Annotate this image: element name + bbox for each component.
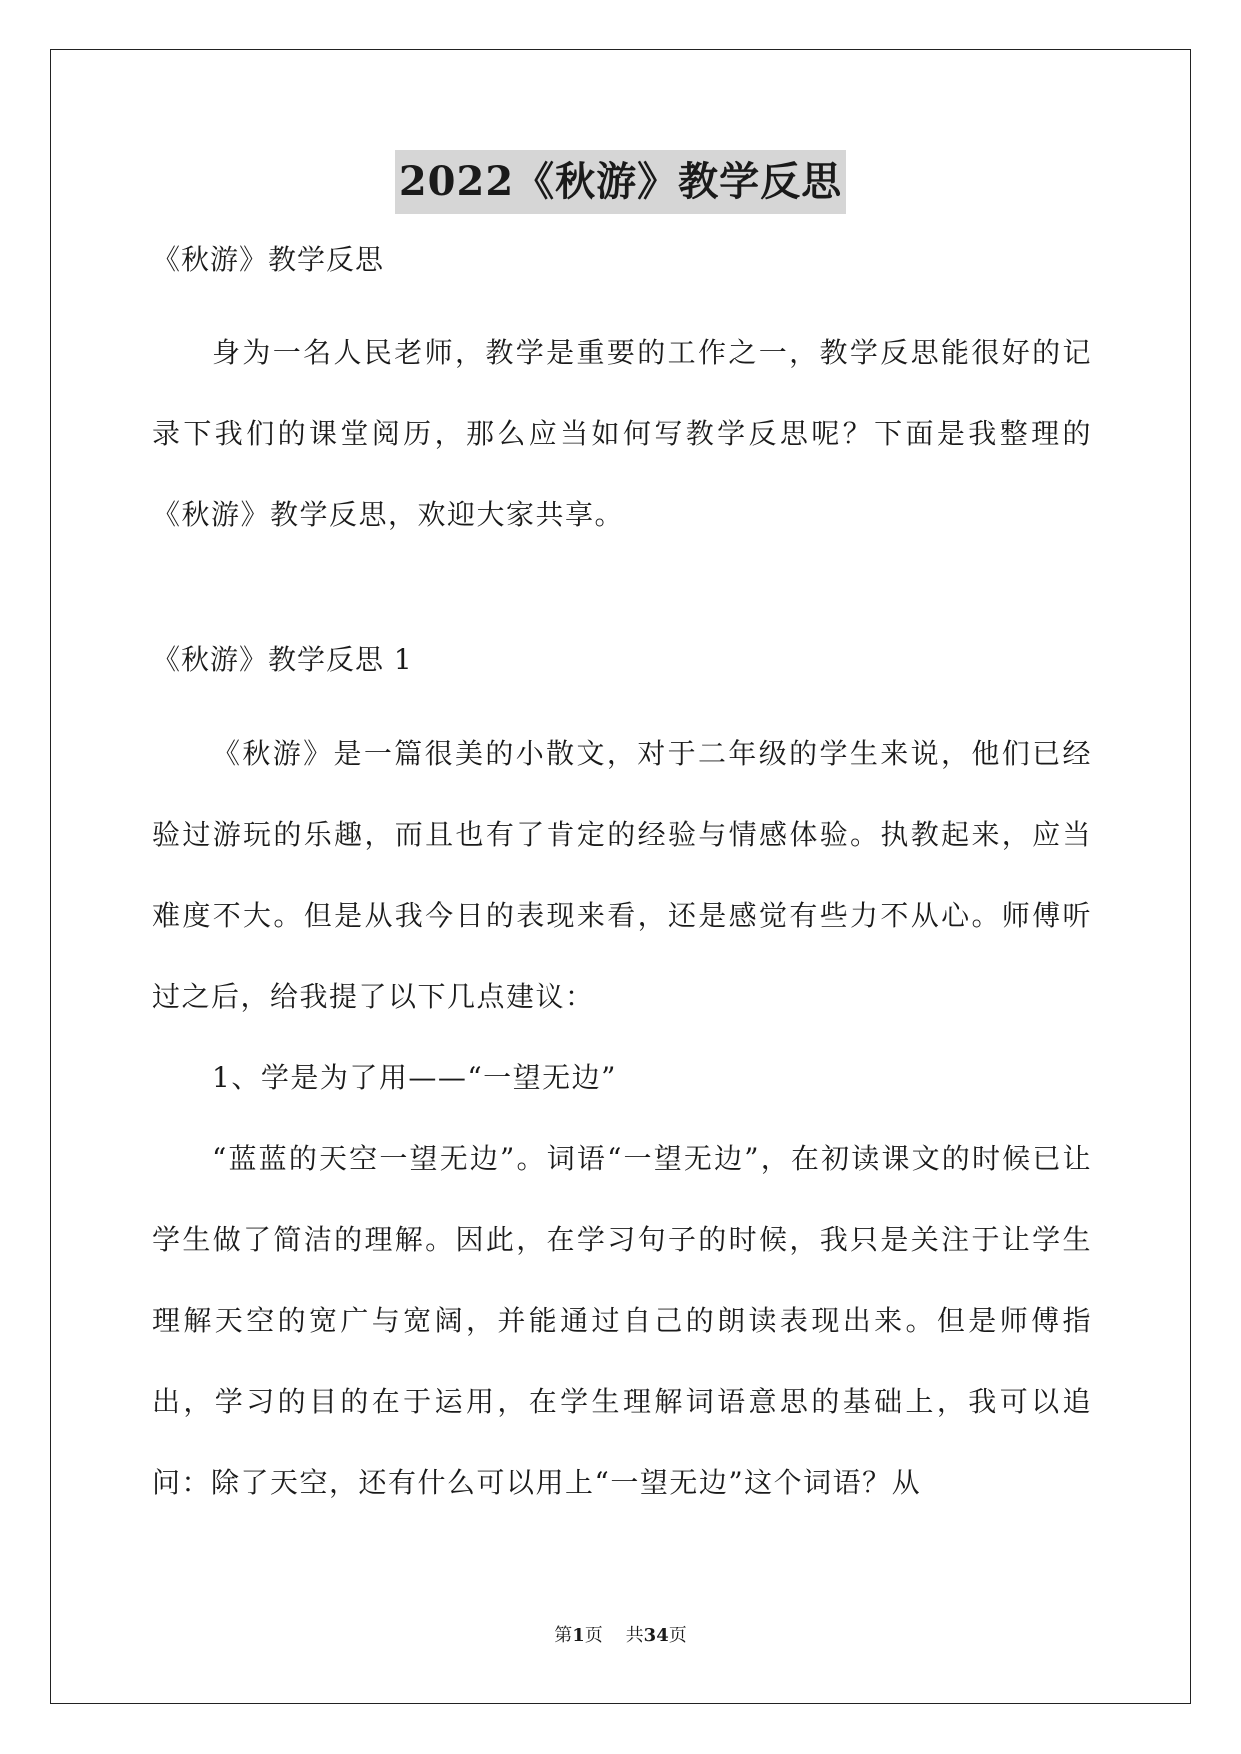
page-label-suffix: 页 [584, 1625, 603, 1646]
page-label-prefix: 第 [554, 1625, 573, 1646]
point1-heading: 1、学是为了用——“一望无边” [212, 1061, 617, 1094]
intro-heading: 《秋游》教学反思 [152, 243, 385, 276]
document-body [152, 240, 1092, 1523]
intro-paragraph: 身为一名人民老师，教学是重要的工作之一，教学反思能很好的记录下我们的课堂阅历，那么应当如何写教学反思呢？下面是我整理的《秋游》教学反思，欢迎大家共享。 [152, 336, 1092, 531]
point1-paragraph: “蓝蓝的天空一望无边”。词语“一望无边”，在初读课文的时候已让学生做了简洁的理解。因此，在学习句子的时候，我只是关注于让学生理解天空的宽广与宽阔，并能通过自己的朗读表现出来。但是师傅指出，学习的目的在于运用，在学生理解词语意思的基础上，我可以追问：除了天空，还有什么可以用上“一望无边”这个词语？从 [152, 1142, 1092, 1499]
total-label-suffix: 页 [668, 1625, 687, 1646]
section1-heading: 《秋游》教学反思 1 [152, 643, 413, 676]
total-pages: 34 [643, 1625, 669, 1646]
title-container [0, 150, 1241, 214]
section1-paragraph: 《秋游》是一篇很美的小散文，对于二年级的学生来说，他们已经验过游玩的乐趣，而且也有了肯定的经验与情感体验。执教起来，应当难度不大。但是从我今日的表现来看，还是感觉有些力不从心。师傅听过之后，给我提了以下几点建议： [152, 737, 1092, 1013]
document-title: 2022《秋游》教学反思 [395, 150, 846, 214]
total-label-prefix: 共 [625, 1625, 644, 1646]
page-footer [0, 1624, 1241, 1648]
page-number: 1 [572, 1625, 585, 1646]
